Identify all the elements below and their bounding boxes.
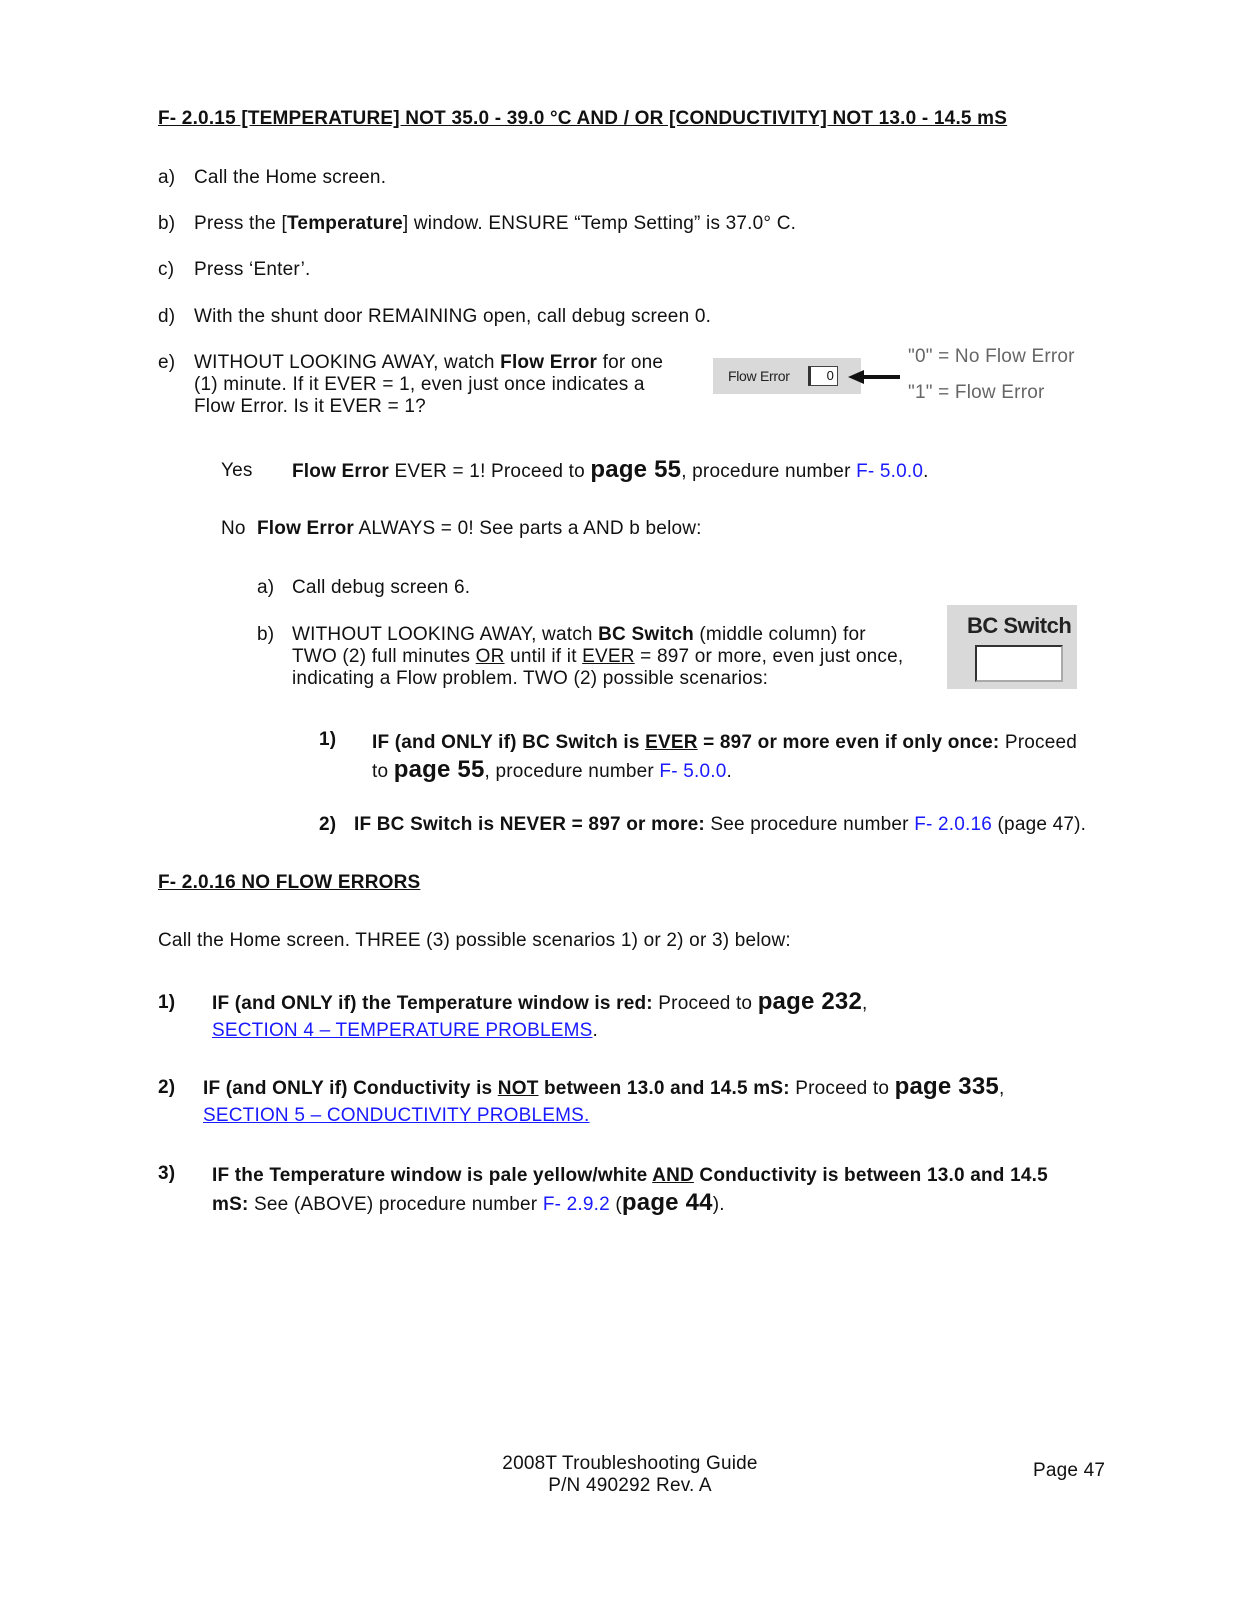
item-3-text: IF the Temperature window is pale yellow/white AND Conductivity is between 13.0 and 14.5 mS: See (ABOVE) procedure number F- 2.9.2 (page 44). — [212, 1165, 1048, 1216]
flow-error-note-1: "1" = Flow Error — [908, 382, 1045, 403]
yes-text: Flow Error EVER = 1! Proceed to page 55, procedure number F- 5.0.0. — [292, 456, 929, 483]
step-d-text: With the shunt door REMAINING open, call debug screen 0. — [194, 306, 712, 327]
bc-switch-value-field — [975, 645, 1063, 682]
footer-title: 2008T Troubleshooting Guide — [502, 1453, 758, 1474]
bc-switch-title: BC Switch — [967, 613, 1072, 638]
scenario-1-num: 1) — [319, 729, 337, 750]
yes-procedure-ref: F- 5.0.0 — [856, 461, 924, 482]
link-section-5-conductivity-problems[interactable]: SECTION 5 – CONDUCTIVITY PROBLEMS. — [203, 1105, 590, 1126]
scenario-1-procedure-ref: F- 5.0.0 — [659, 761, 727, 782]
step-b-label: b) — [158, 213, 176, 234]
section-2-intro: Call the Home screen. THREE (3) possible scenarios 1) or 2) or 3) below: — [158, 930, 791, 951]
no-label: No — [221, 518, 246, 539]
item-1-num: 1) — [158, 992, 176, 1013]
scenario-2-num: 2) — [319, 814, 337, 835]
item-2-num: 2) — [158, 1077, 176, 1098]
step-c-label: c) — [158, 259, 175, 280]
step-d-label: d) — [158, 306, 176, 327]
step-a-text: Call the Home screen. — [194, 167, 387, 188]
link-section-4-temperature-problems[interactable]: SECTION 4 – TEMPERATURE PROBLEMS — [212, 1020, 593, 1041]
step-e-text: WITHOUT LOOKING AWAY, watch Flow Error for one (1) minute. If it EVER = 1, even just once indicates a Flow Error. Is it EVER = 1? — [194, 352, 664, 417]
sub-b-text: WITHOUT LOOKING AWAY, watch BC Switch (middle column) for TWO (2) full minutes OR until if it EVER = 897 or more, even just once, indicating a Flow problem. TWO (2) possible scenarios: — [292, 624, 904, 689]
flow-error-image — [713, 358, 861, 394]
item-3-num: 3) — [158, 1163, 176, 1184]
step-a-label: a) — [158, 167, 176, 188]
scenario-2-text: IF BC Switch is NEVER = 897 or more: See procedure number F- 2.0.16 (page 47). — [354, 814, 1087, 835]
flow-error-value-field: 0 — [808, 366, 838, 386]
footer-part-number: P/N 490292 Rev. A — [548, 1475, 712, 1496]
sub-a-label: a) — [257, 577, 275, 598]
flow-error-image-label: Flow Error — [728, 368, 790, 384]
flow-error-note-0: "0" = No Flow Error — [908, 346, 1075, 367]
item-2-text: IF (and ONLY if) Conductivity is NOT between 13.0 and 14.5 mS: Proceed to page 335, SECTION 5 – CONDUCTIVITY PROBLEMS. — [203, 1073, 1005, 1126]
step-e-label: e) — [158, 352, 176, 373]
footer-page-number: Page 47 — [1033, 1460, 1106, 1481]
scenario-2-procedure-ref: F- 2.0.16 — [914, 814, 993, 835]
sub-b-label: b) — [257, 624, 275, 645]
yes-label: Yes — [221, 460, 253, 481]
item-3-procedure-ref: F- 2.9.2 — [542, 1194, 610, 1215]
no-text: Flow Error ALWAYS = 0! See parts a AND b below: — [257, 518, 702, 539]
section-heading-f-2-0-16: F- 2.0.16 NO FLOW ERRORS — [158, 872, 421, 893]
step-b-text: Press the [Temperature] window. ENSURE “Temp Setting” is 37.0° C. — [194, 213, 797, 234]
scenario-1-text: IF (and ONLY if) BC Switch is EVER = 897 or more even if only once: Proceed to page 55, procedure number F- 5.0.0. — [372, 732, 1078, 783]
item-1-text: IF (and ONLY if) the Temperature window is red: Proceed to page 232, SECTION 4 – TEMPERATURE PROBLEMS. — [212, 988, 868, 1041]
footer — [480, 1453, 780, 1497]
step-c-text: Press ‘Enter’. — [194, 259, 311, 280]
left-arrow-icon — [848, 370, 904, 384]
bc-switch-image — [947, 605, 1077, 689]
sub-a-text: Call debug screen 6. — [292, 577, 471, 598]
section-heading-f-2-0-15: F- 2.0.15 [TEMPERATURE] NOT 35.0 - 39.0 °C AND / OR [CONDUCTIVITY] NOT 13.0 - 14.5 mS — [158, 108, 1008, 129]
